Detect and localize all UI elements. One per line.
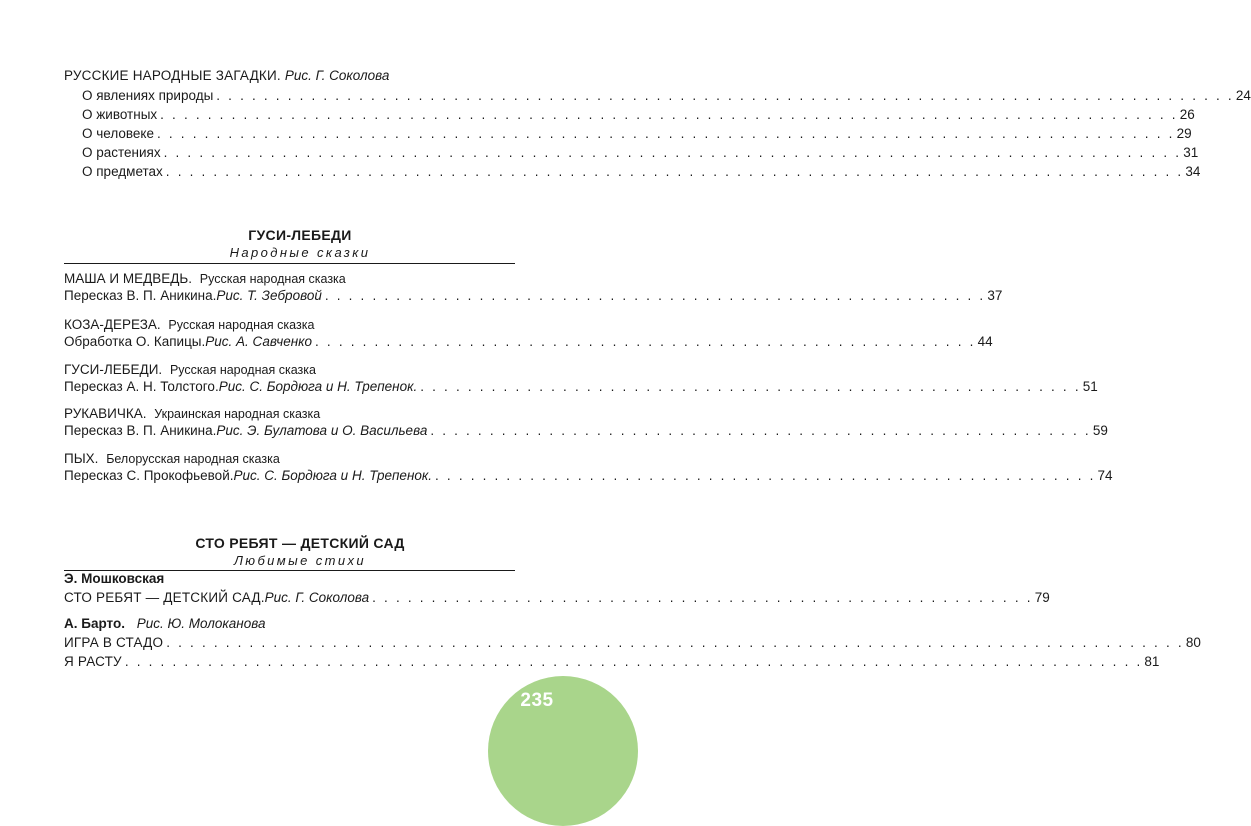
toc-entry[interactable] bbox=[64, 467, 1113, 484]
work-title: СТО РЕБЯТ — ДЕТСКИЙ САД. bbox=[64, 590, 265, 605]
toc-entry-page: 24 bbox=[1235, 88, 1251, 103]
toc-entry[interactable] bbox=[82, 87, 1251, 104]
toc-entry-page: 79 bbox=[1034, 590, 1050, 605]
story-genre: Русская народная сказка bbox=[169, 363, 316, 377]
toc-entry[interactable] bbox=[64, 634, 1201, 651]
story-illustrator: Рис. А. Савченко bbox=[205, 334, 313, 349]
toc-entry-page: 26 bbox=[1179, 107, 1195, 122]
section-title: СТО РЕБЯТ — ДЕТСКИЙ САД bbox=[195, 535, 405, 551]
toc-entry-label: О животных bbox=[82, 107, 158, 122]
toc-entry-page: 29 bbox=[1176, 126, 1192, 141]
dot-leader: . . . . . . . . . . . . . . . . . . . . . . . . . . . . . . . . . . . . . . . . . . . . . . . . . . . . . . . . . . . . . . . . . . . . . . . . . . . . . . . . . . . . . . bbox=[165, 164, 1184, 179]
page-number-badge bbox=[488, 676, 638, 826]
dot-leader: . . . . . . . . . . . . . . . . . . . . . . . . . . . . . . . . . . . . . . . . . . . . . . . . . . . . . . . . bbox=[420, 379, 1081, 394]
story-illustrator: Рис. Э. Булатова и О. Васильева bbox=[216, 423, 428, 438]
toc-entry-page: 44 bbox=[977, 334, 993, 349]
story-illustrator: Рис. С. Бордюга и Н. Трепенок. bbox=[218, 379, 418, 394]
story-title-line bbox=[64, 405, 515, 423]
toc-entry[interactable] bbox=[82, 163, 1201, 180]
toc-entry-page: 59 bbox=[1092, 423, 1108, 438]
story-genre: Русская народная сказка bbox=[199, 272, 346, 286]
dot-leader: . . . . . . . . . . . . . . . . . . . . . . . . . . . . . . . . . . . . . . . . . . . . . . . . . . . . . . . . bbox=[430, 423, 1091, 438]
toc-entry-page: 37 bbox=[987, 288, 1003, 303]
story-genre: Русская народная сказка bbox=[168, 318, 315, 332]
dot-leader: . . . . . . . . . . . . . . . . . . . . . . . . . . . . . . . . . . . . . . . . . . . . . . . . . . . . . . . . bbox=[324, 288, 986, 303]
toc-entry[interactable] bbox=[64, 653, 1160, 670]
work-title: ИГРА В СТАДО bbox=[64, 635, 164, 650]
story-title: МАША И МЕДВЕДЬ. bbox=[64, 271, 192, 286]
toc-entry[interactable] bbox=[64, 589, 1050, 606]
section-divider bbox=[64, 263, 515, 264]
story-genre: Белорусская народная сказка bbox=[106, 452, 280, 466]
story-title-line bbox=[64, 450, 515, 468]
riddles-illustrator: Рис. Г. Соколова bbox=[284, 68, 390, 83]
toc-entry-page: 80 bbox=[1185, 635, 1201, 650]
story-title: РУКАВИЧКА. bbox=[64, 406, 147, 421]
story-title: ГУСИ-ЛЕБЕДИ. bbox=[64, 362, 163, 377]
toc-entry[interactable] bbox=[82, 125, 1192, 142]
story-title: ПЫХ. bbox=[64, 451, 99, 466]
story-title-line bbox=[64, 270, 515, 288]
author-heading bbox=[64, 615, 265, 632]
dot-leader: . . . . . . . . . . . . . . . . . . . . . . . . . . . . . . . . . . . . . . . . . . . . . . . . . . . . . . . . bbox=[372, 590, 1033, 605]
toc-entry[interactable] bbox=[64, 422, 1108, 439]
section-title: ГУСИ-ЛЕБЕДИ bbox=[248, 227, 352, 243]
dot-leader: . . . . . . . . . . . . . . . . . . . . . . . . . . . . . . . . . . . . . . . . . . . . . . . . . . . . . . . . . . . . . . . . . . . . . . . . . . . . . . . . . . . . . . bbox=[160, 107, 1178, 122]
dot-leader: . . . . . . . . . . . . . . . . . . . . . . . . . . . . . . . . . . . . . . . . . . . . . . . . . . . . . . . . . . . . . . . . . . . . . . . . . . . . . . . . . . . . . . bbox=[216, 88, 1234, 103]
toc-entry-label: О растениях bbox=[82, 145, 161, 160]
story-retold: Пересказ А. Н. Толстого. bbox=[64, 379, 219, 394]
story-title: КОЗА-ДЕРЕЗА. bbox=[64, 317, 161, 332]
toc-entry-page: 34 bbox=[1185, 164, 1201, 179]
author-illustrator: Рис. Ю. Молоканова bbox=[136, 616, 266, 631]
dot-leader: . . . . . . . . . . . . . . . . . . . . . . . . . . . . . . . . . . . . . . . . . . . . . . . . . . . . . . . . . . . . . . . . . . . . . . . . . . . . . . . . . . . . . . bbox=[156, 126, 1175, 141]
toc-entry-page: 31 bbox=[1183, 145, 1199, 160]
riddles-heading bbox=[64, 67, 515, 84]
story-illustrator: Рис. Т. Зебровой bbox=[216, 288, 322, 303]
toc-entry[interactable] bbox=[64, 378, 1098, 395]
work-title: Я РАСТУ bbox=[64, 654, 122, 669]
toc-entry-page: 74 bbox=[1097, 468, 1113, 483]
toc-entry[interactable] bbox=[64, 287, 1003, 304]
story-title-line bbox=[64, 316, 515, 334]
toc-entry[interactable] bbox=[82, 106, 1195, 123]
author-name: Э. Мошковская bbox=[64, 571, 165, 586]
toc-entry-label: О явлениях природы bbox=[82, 88, 214, 103]
dot-leader: . . . . . . . . . . . . . . . . . . . . . . . . . . . . . . . . . . . . . . . . . . . . . . . . . . . . . . . . bbox=[435, 468, 1096, 483]
section-subtitle: Народные сказки bbox=[229, 245, 371, 260]
toc-entry[interactable] bbox=[64, 333, 993, 350]
dot-leader: . . . . . . . . . . . . . . . . . . . . . . . . . . . . . . . . . . . . . . . . . . . . . . . . . . . . . . . . . . . . . . . . . . . . . . . . . . . . . . . . . . . . . . bbox=[163, 145, 1182, 160]
story-genre: Украинская народная сказка bbox=[154, 407, 321, 421]
dot-leader: . . . . . . . . . . . . . . . . . . . . . . . . . . . . . . . . . . . . . . . . . . . . . . . . . . . . . . . . bbox=[315, 334, 976, 349]
dot-leader: . . . . . . . . . . . . . . . . . . . . . . . . . . . . . . . . . . . . . . . . . . . . . . . . . . . . . . . . . . . . . . . . . . . . . . . . . . . . . . . . . . . . . . bbox=[166, 635, 1184, 650]
author-name: А. Барто. bbox=[64, 616, 125, 631]
toc-entry-page: 81 bbox=[1144, 654, 1160, 669]
dot-leader: . . . . . . . . . . . . . . . . . . . . . . . . . . . . . . . . . . . . . . . . . . . . . . . . . . . . . . . . . . . . . . . . . . . . . . . . . . . . . . . . . . . . . . bbox=[124, 654, 1143, 669]
story-retold: Пересказ С. Прокофьевой. bbox=[64, 468, 234, 483]
toc-entry-page: 51 bbox=[1082, 379, 1098, 394]
riddles-title: РУССКИЕ НАРОДНЫЕ ЗАГАДКИ. bbox=[64, 68, 281, 83]
story-title-line bbox=[64, 361, 515, 379]
work-illustrator: Рис. Г. Соколова bbox=[264, 590, 370, 605]
story-retold: Пересказ В. П. Аникина. bbox=[64, 423, 217, 438]
toc-entry[interactable] bbox=[82, 144, 1199, 161]
story-retold: Пересказ В. П. Аникина. bbox=[64, 288, 217, 303]
story-illustrator: Рис. С. Бордюга и Н. Трепенок. bbox=[233, 468, 433, 483]
toc-entry-label: О человеке bbox=[82, 126, 154, 141]
toc-entry-label: О предметах bbox=[82, 164, 163, 179]
page-number: 235 bbox=[520, 690, 554, 711]
section-subtitle: Любимые стихи bbox=[233, 553, 367, 568]
author-heading bbox=[64, 570, 164, 587]
story-retold: Обработка О. Капицы. bbox=[64, 334, 206, 349]
